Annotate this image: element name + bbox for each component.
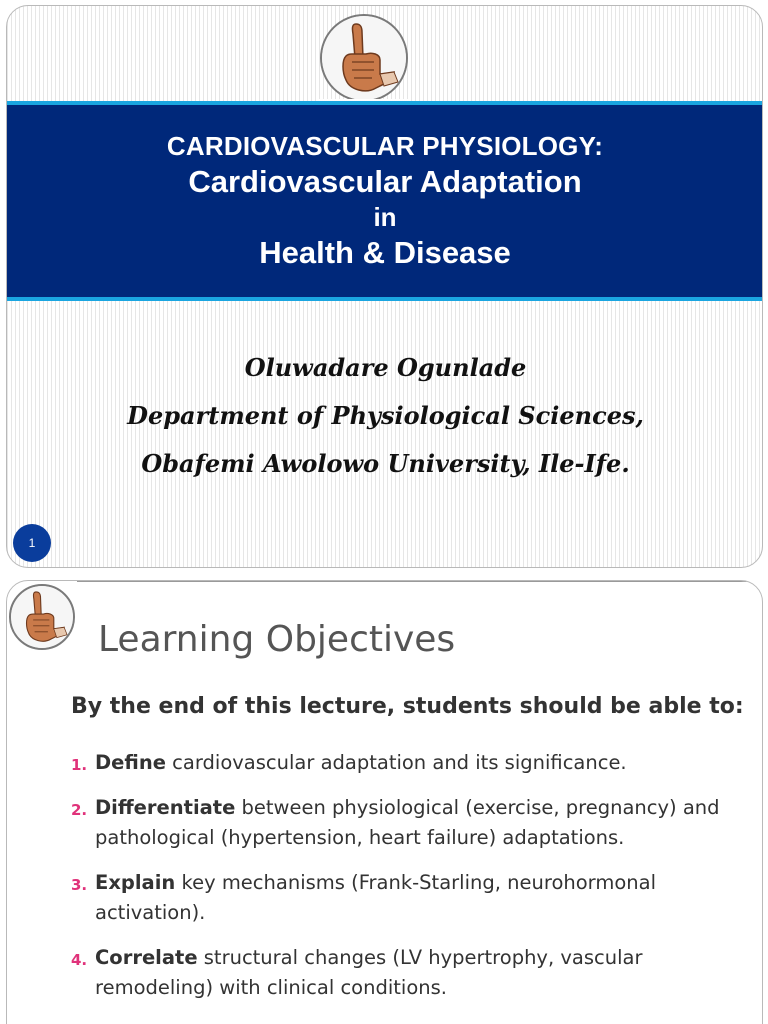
list-item-text: between physiological (exercise, pregnancy) and pathological (hypertension, heart failure) adaptations. — [95, 796, 720, 849]
list-item — [71, 748, 751, 778]
list-item — [71, 943, 751, 1003]
author-name: Oluwadare Ogunlade — [244, 353, 527, 382]
lecture-title-connector: in — [373, 202, 397, 232]
list-item-term: Explain — [95, 871, 176, 894]
lecture-title: Cardiovascular Adaptation — [188, 164, 582, 199]
slide-title: Learning Objectives — [98, 619, 456, 660]
header-rule — [77, 581, 763, 582]
title-banner — [6, 101, 763, 301]
thumbs-up-hand-icon — [320, 14, 408, 102]
list-item — [71, 793, 751, 853]
list-item-term: Correlate — [95, 946, 198, 969]
list-item-number: 1. — [71, 756, 88, 774]
objectives-list — [71, 748, 751, 1018]
list-item-text: structural changes (LV hypertrophy, vascular remodeling) with clinical conditions. — [95, 946, 643, 999]
author-block — [7, 344, 763, 488]
list-item-number: 2. — [71, 801, 88, 819]
learning-objectives-slide — [6, 580, 763, 1024]
slide-number-badge: 1 — [13, 524, 51, 562]
author-university: Obafemi Awolowo University, Ile-Ife. — [141, 449, 630, 478]
slide-subtitle: By the end of this lecture, students should be able to: — [71, 694, 744, 719]
list-item — [71, 868, 751, 928]
thumbs-up-hand-icon — [9, 584, 75, 650]
list-item-text: key mechanisms (Frank-Starling, neurohormonal activation). — [95, 871, 656, 924]
course-title: CARDIOVASCULAR PHYSIOLOGY: — [166, 131, 604, 161]
list-item-term: Differentiate — [95, 796, 236, 819]
list-item-number: 4. — [71, 951, 88, 969]
lecture-title-subject: Health & Disease — [259, 235, 511, 270]
list-item-text: cardiovascular adaptation and its significance. — [165, 751, 627, 774]
list-item-number: 3. — [71, 876, 88, 894]
title-slide — [6, 5, 763, 568]
author-department: Department of Physiological Sciences, — [127, 401, 644, 430]
list-item-term: Define — [95, 751, 166, 774]
